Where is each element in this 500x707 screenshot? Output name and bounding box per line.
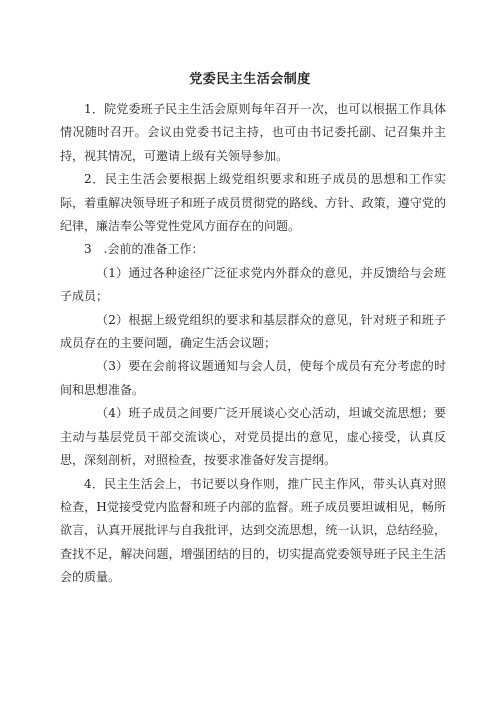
- paragraph-3: 3 .会前的准备工作：: [84, 242, 204, 257]
- paragraph-4: 4．民主生活会上，书记要以身作则，推广民主作风，带头认真对照检查，H觉接受党内监督和班子内部的监督。班子成员要坦诚相见，畅所欲言，认真开展批评与自我批评，达到交流思想，统一认识，总结经验，查找不足，解决问题，增强团结的目的，切实提高党委领导班子民主生活会的质量。: [60, 476, 446, 585]
- paragraph-1: 1．院党委班子民主生活会原则每年召开一次，也可以根据工作具体情况随时召开。会议由党委书记主持，也可由书记委托副、记召集并主持，视其情况，可邀请上级有关领导参加。: [60, 102, 446, 163]
- paragraph-3-item-3: （3）要在会前将议题通知与会人员，使每个成员有充分考虑的时间和思想准备。: [60, 359, 446, 397]
- paragraph-2: 2．民主生活会要根据上级党组织要求和班子成员的思想和工作实际，着重解决领导班子和班子成员贯彻党的路线、方针、政策，遵守党的纪律，廉洁奉公等党性党风方面存在的问题。: [60, 172, 446, 234]
- document-body: [60, 98, 446, 590]
- paragraph-3-item-1: （1）通过各种途径广泛征求党内外群众的意见，并反馈给与会班子成员；: [60, 265, 446, 304]
- paragraph-3-item-2: （2）根据上级党组织的要求和基层群众的意见，针对班子和班子成员存在的主要问题，确定生活会议题；: [60, 312, 446, 351]
- paragraph-3-item-4: （4）班子成员之间要广泛开展谈心交心活动，坦诚交流思想；要主动与基层党员干部交流谈心，对党员提出的意见，虚心接受，认真反思，深刻剖析，对照检查，按要求准备好发言提纲。: [60, 406, 446, 468]
- document-title: 党委民主生活会制度: [189, 72, 311, 87]
